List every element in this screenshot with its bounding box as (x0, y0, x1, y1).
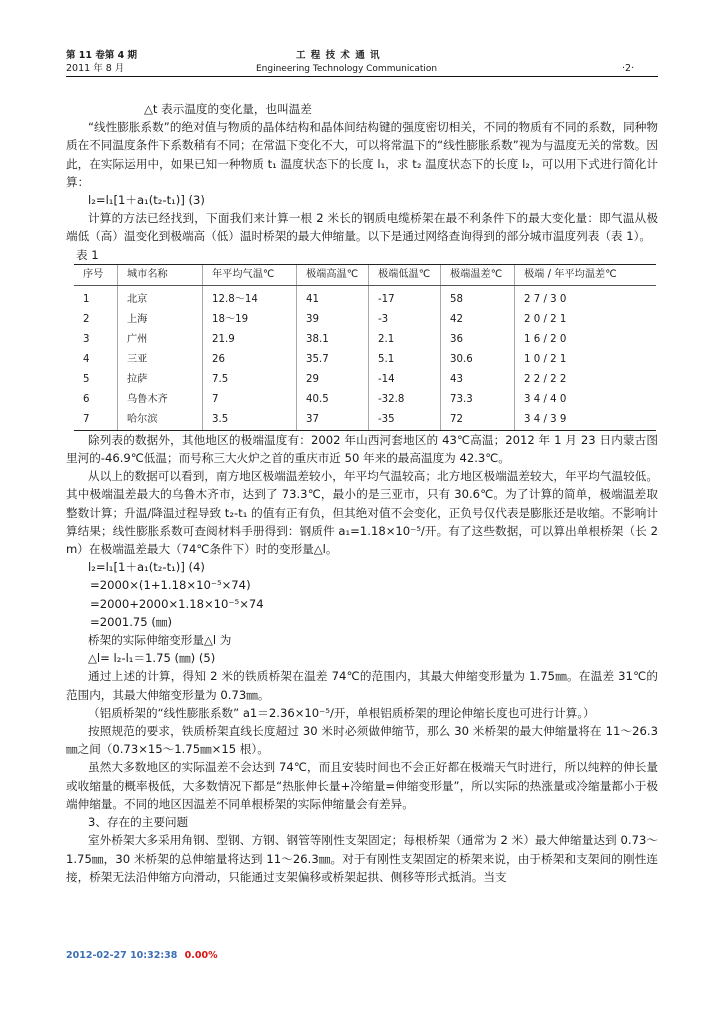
table-cell: 41 (297, 285, 369, 310)
column-header-avg-temp: 年平均气温℃ (203, 264, 297, 285)
deformation-label: 桥架的实际伸缩变形量△l 为 (88, 633, 232, 648)
table-cell: 3 4 / 4 0 (515, 390, 657, 410)
delta-definition: △t 表示温度的变化量，也叫温差 (144, 102, 312, 116)
table-cell: 乌鲁木齐 (118, 390, 203, 410)
table-cell: 拉萨 (118, 370, 203, 390)
column-header-low: 极端低温℃ (369, 264, 441, 285)
formula-3: l₂=l₁[1＋a₁(t₂-t₁)] (3) (88, 193, 205, 208)
table-row (74, 330, 656, 350)
table-cell: 4 (83, 353, 90, 365)
table-cell: -14 (369, 370, 441, 390)
journal-title-en: Engineering Technology Communication (256, 64, 438, 74)
table-cell: 72 (441, 410, 515, 431)
table-cell: -17 (369, 285, 441, 310)
paragraph-code-requirement: 按照规范的要求，铁质桥架直线长度超过 30 米时必须做伸缩节，那么 30 米桥架的最大伸缩量将在 11～26.3㎜之间（0.73×15～1.75㎜×15 根）。 (66, 724, 658, 757)
issue-date: 2011 年 8 月 (66, 63, 125, 74)
footer-timestamp: 2012-02-27 10:32:38 (66, 950, 178, 961)
table-cell: 7 (203, 390, 297, 410)
column-header-range: 极端温差℃ (441, 264, 515, 285)
table-cell: 7.5 (203, 370, 297, 390)
table-cell: 12.8～14 (203, 285, 297, 310)
table-cell: -32.8 (369, 390, 441, 410)
paragraph-calculation-method: 计算的方法已经找到，下面我们来计算一根 2 米长的钢质电缆桥架在最不利条件下的最大变化量：即气温从极端低（高）温变化到极端高（低）温时桥架的最大伸缩量。以下是通过网络查询得到的部分城市温度列表（表 1）。 (66, 211, 658, 244)
table-cell: -3 (369, 310, 441, 330)
table-cell: 40.5 (297, 390, 369, 410)
table-cell: 2 (83, 313, 90, 325)
paragraph-actual-conditions: 虽然大多数地区的实际温差不会达到 74℃，而且安装时间也不会正好都在极端天气时进行，所以纯粹的伸长量或收缩量的概率极低，大多数情况下都是“热胀伸长量+冷缩量=伸缩变形量”，所以实际的热涨量或冷缩量都小于极端伸缩量。不同的地区因温差不同单根桥架的实际伸缩量会有差异。 (66, 760, 658, 811)
table-cell: 2 0 / 2 1 (515, 310, 657, 330)
paragraph-data-analysis: 从以上的数据可以看到，南方地区极端温差较小，年平均气温较高；北方地区极端温差较大，年平均气温较低。其中极端温差最大的乌鲁木齐市，达到了 73.3℃，最小的是三亚市，只有 30.6℃。为了计算的简单，极端温差取整数计算；升温/降温过程导致 t₂-t₁ 的值有正有负，但其绝对值不会变化，正负号仅代表是膨胀还是收缩。不影响计算结果；线性膨胀系数可查阅材料手册得到：钢质件 a₁=1.18×10⁻⁵/开。有了这些数据，可以算出单根桥架（长 2m）在极端温差最大（74℃条件下）时的变形量△l。 (66, 469, 658, 557)
table-cell: 21.9 (203, 330, 297, 350)
table-cell: 36 (441, 330, 515, 350)
paragraph-result: 通过上述的计算，得知 2 米的铁质桥架在温差 74℃的范围内，其最大伸缩变形量为 1.75㎜。在温差 31℃的范围内，其最大伸缩变形量为 0.73㎜。 (66, 669, 658, 702)
table-cell: 1 (83, 293, 90, 305)
table-cell: 广州 (118, 330, 203, 350)
table-cell: 三亚 (118, 350, 203, 370)
table-caption: 表 1 (76, 247, 99, 262)
table-cell: 38.1 (297, 330, 369, 350)
page-number: ·2· (622, 63, 635, 74)
paragraph-main-problems: 室外桥架大多采用角钢、型钢、方钢、钢管等刚性支架固定；每根桥架（通常为 2 米）最大伸缩量达到 0.73～1.75㎜，30 米桥架的总伸缩量将达到 11～26.3㎜。对于有刚性支架固定的桥架来说，由于桥架和支架间的刚性连接，桥架无法沿伸缩方向滑动，只能通过支架偏移或桥架起拱、侧移等形式抵消。当支 (66, 833, 658, 884)
journal-title-cn: 工 程 技 术 通 讯 (296, 50, 381, 61)
table-cell: 2 2 / 2 2 (515, 370, 657, 390)
table-cell: 42 (441, 310, 515, 330)
table-row (74, 370, 656, 390)
table-cell: 30.6 (441, 350, 515, 370)
table-cell: 哈尔滨 (118, 410, 203, 431)
table-cell: 18～19 (203, 310, 297, 330)
column-header-index: 序号 (74, 264, 118, 285)
table-cell: 5 (83, 373, 90, 385)
column-header-high: 极端高温℃ (297, 264, 369, 285)
table-cell: 7 (74, 410, 118, 431)
table-row (74, 410, 656, 431)
header-rule (66, 76, 658, 77)
table-cell: 26 (203, 350, 297, 370)
table-cell: 2.1 (369, 330, 441, 350)
column-header-city: 城市名称 (118, 264, 203, 285)
table-cell: 1 0 / 2 1 (515, 350, 657, 370)
table-cell: 上海 (118, 310, 203, 330)
calc-step-3: =2001.75 (㎜) (90, 614, 172, 629)
table-cell: 37 (297, 410, 369, 431)
section-heading: 3、存在的主要问题 (88, 815, 189, 830)
table-row (74, 390, 656, 410)
paragraph-expansion-coefficient: “线性膨胀系数”的绝对值与物质的晶体结构和晶体间结构键的强度密切相关，不同的物质有不同的系数，同种物质在不同温度条件下系数稍有不同；在常温下变化不大，可以将常温下的“线性膨胀系数”视为与温度无关的常数。因此，在实际运用中，如果已知一种物质 t₁ 温度状态下的长度 l₁，求 t₂ 温度状态下的长度 l₂，可以用下式进行简化计算： (66, 120, 658, 189)
calc-step-1: =2000×(1+1.18×10⁻⁵×74) (90, 578, 251, 593)
paragraph-other-extremes: 除列表的数据外，其他地区的极端温度有：2002 年山西河套地区的 43℃高温；2012 年 1 月 23 日内蒙古图里河的-46.9℃低温；而号称三大火炉之首的重庆市近 50 年来的最高温度为 42.3℃。 (66, 432, 658, 466)
table-row (74, 350, 656, 370)
article-body (66, 100, 658, 886)
footer (66, 950, 218, 961)
table-cell: 29 (297, 370, 369, 390)
formula-5: △l= l₂-l₁＝1.75 (㎜) (5) (88, 651, 216, 666)
table-cell: 3.5 (203, 410, 297, 431)
table-cell: 3 (83, 333, 90, 345)
table-cell: 6 (83, 393, 90, 405)
table-row (74, 310, 656, 330)
table-cell: 73.3 (441, 390, 515, 410)
column-header-ratio: 极端 / 年平均温差℃ (515, 264, 657, 285)
paragraph-aluminum-note: （铝质桥架的“线性膨胀系数” a1＝2.36×10⁻⁵/开，单根铝质桥架的理论伸缩长度也可进行计算。） (88, 705, 595, 720)
table-header-row (74, 264, 656, 285)
table-cell: 2 7 / 3 0 (515, 285, 657, 310)
table-row (74, 285, 656, 310)
table-cell: 北京 (118, 285, 203, 310)
formula-4: l₂=l₁[1＋a₁(t₂-t₁)] (4) (88, 560, 205, 575)
calc-step-2: =2000+2000×1.18×10⁻⁵×74 (90, 596, 264, 611)
table-cell: -35 (369, 410, 441, 431)
volume-issue: 第 11 卷第 4 期 (66, 50, 138, 61)
city-temperature-table (74, 264, 656, 431)
table-cell: 5.1 (369, 350, 441, 370)
table-cell: 58 (441, 285, 515, 310)
table-cell: 1 6 / 2 0 (515, 330, 657, 350)
footer-percent: 0.00% (184, 950, 218, 961)
table-cell: 35.7 (297, 350, 369, 370)
table-cell: 39 (297, 310, 369, 330)
table-cell: 43 (441, 370, 515, 390)
table-cell: 3 4 / 3 9 (515, 410, 657, 431)
